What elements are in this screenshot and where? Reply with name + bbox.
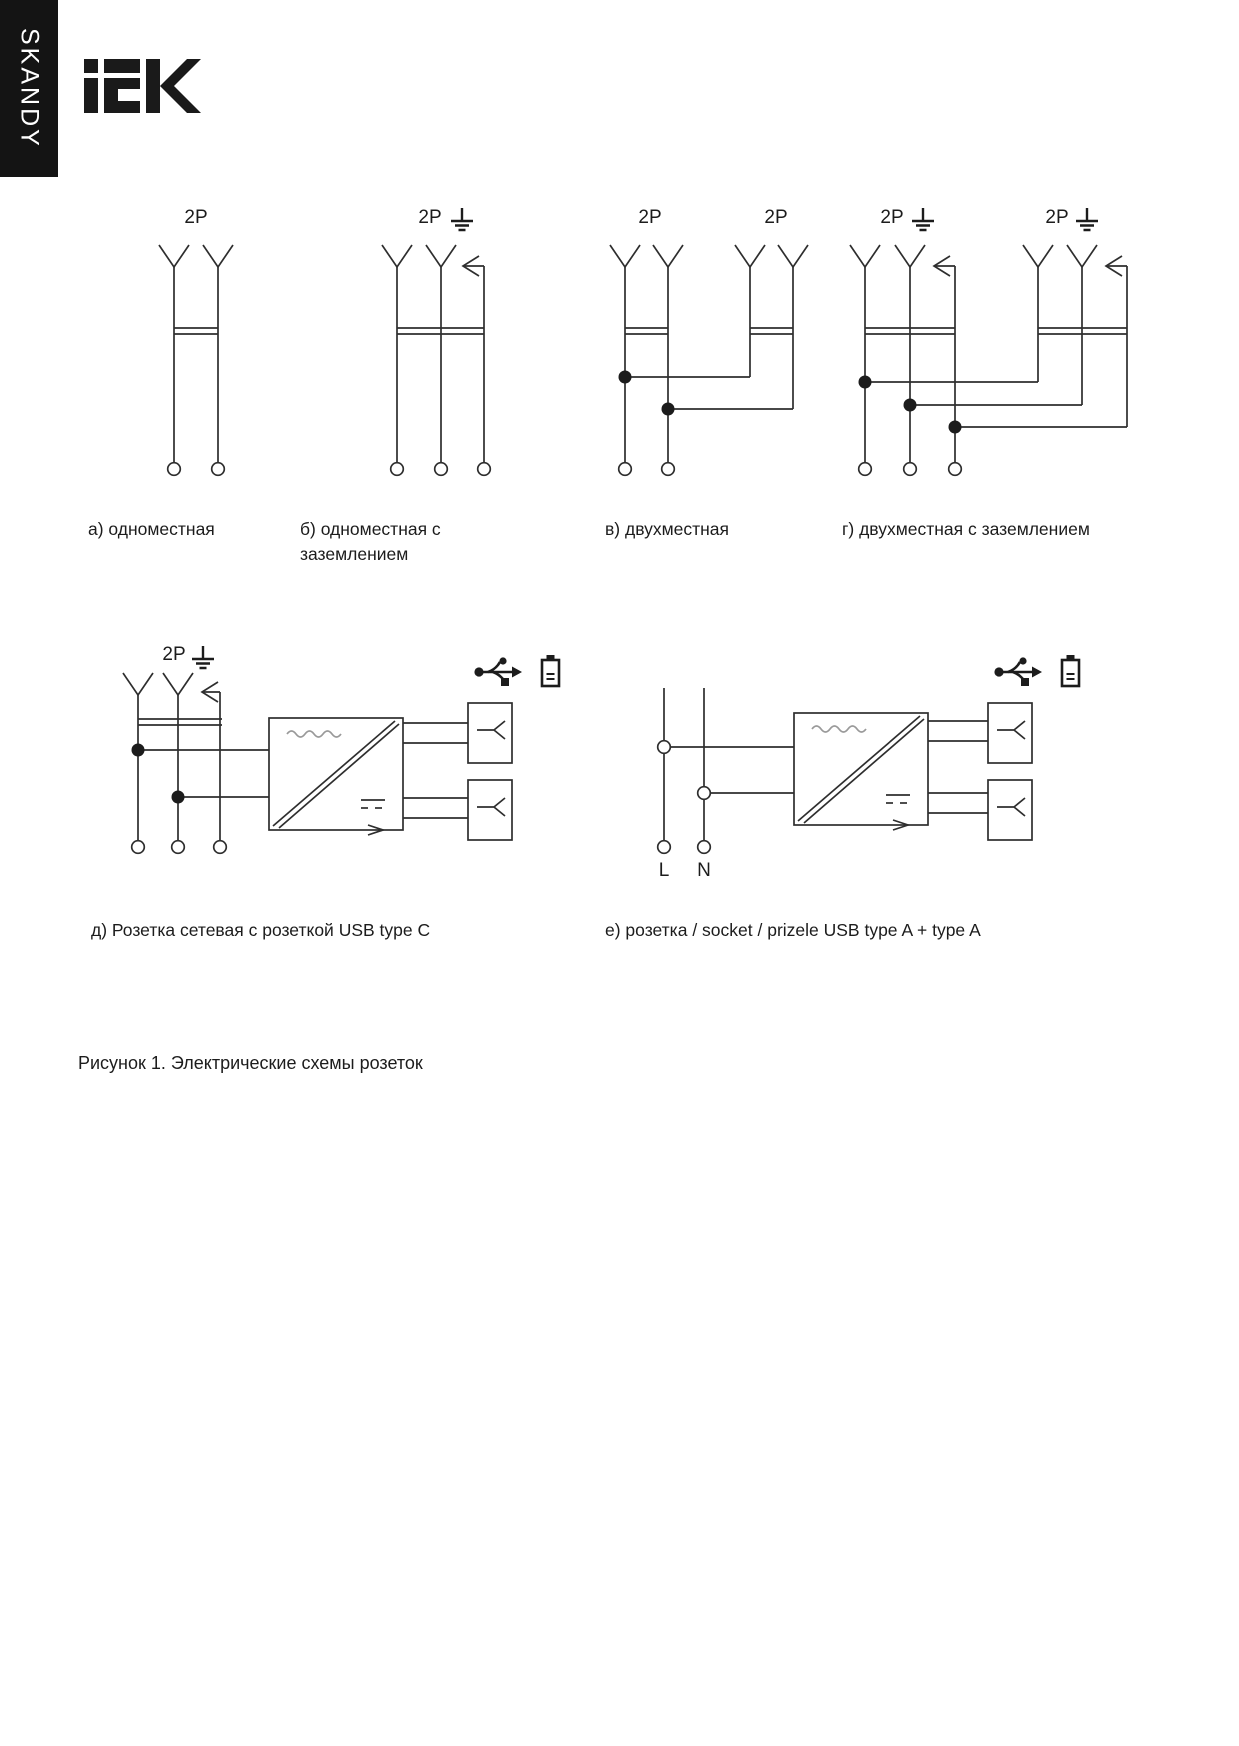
pole-count-label: 2P — [638, 207, 662, 228]
socket-contact-icon — [1023, 245, 1053, 267]
socket-contact-icon — [895, 245, 925, 267]
acdc-converter-icon — [794, 713, 928, 830]
socket-contact-icon — [163, 673, 193, 695]
pole-count-label: 2P — [764, 207, 788, 228]
socket-contact-icon — [123, 673, 153, 695]
ground-icons — [192, 208, 1098, 668]
junction-dot — [132, 744, 145, 757]
junction-dot — [662, 403, 675, 416]
socket-contact-icon — [426, 245, 456, 267]
terminal-circle — [662, 463, 675, 476]
junction-dot — [949, 421, 962, 434]
terminal-circle — [132, 841, 145, 854]
socket-contact-icon — [1067, 245, 1097, 267]
diagram-b-schematic — [382, 245, 490, 475]
socket-contact-icon — [997, 721, 1025, 739]
terminal-circle — [698, 841, 711, 854]
pole-count-label: 2P — [184, 207, 208, 228]
socket-contact-icon — [159, 245, 189, 267]
terminal-circle — [478, 463, 491, 476]
diagram-v-caption: в) двухместная — [605, 519, 730, 539]
line-terminal-label: L — [658, 860, 670, 881]
diagram-v-schematic — [610, 245, 808, 475]
terminal-circle — [658, 741, 671, 754]
socket-contact-icon — [477, 721, 505, 739]
battery-icon — [542, 655, 559, 686]
neutral-terminal-label: N — [697, 860, 711, 881]
usb-icon — [994, 657, 1042, 686]
acdc-converter-icon — [269, 718, 403, 835]
terminal-circle — [658, 841, 671, 854]
socket-contact-icon — [610, 245, 640, 267]
usb-port-box — [468, 780, 512, 840]
terminal-circle — [391, 463, 404, 476]
diagram-b-caption — [300, 517, 441, 567]
pole-count-label: 2P — [418, 207, 442, 228]
diagram-a-schematic — [159, 245, 233, 475]
terminal-circle — [698, 787, 711, 800]
diagram-d-caption: д) Розетка сетевая с розеткой USB type C — [91, 920, 431, 940]
socket-contact-icon — [735, 245, 765, 267]
socket-contact-icon — [382, 245, 412, 267]
terminal-circle — [435, 463, 448, 476]
junction-dot — [904, 399, 917, 412]
pole-count-label: 2P — [1045, 207, 1069, 228]
series-tab-label: SKANDY — [15, 28, 44, 149]
terminal-circle — [949, 463, 962, 476]
usb-port-box — [988, 780, 1032, 840]
socket-contact-icon — [997, 798, 1025, 816]
battery-icon — [1062, 655, 1079, 686]
diagram-g-caption: г) двухместная с заземлением — [842, 519, 1090, 539]
diagram-b-caption-line1: б) одноместная с — [300, 519, 441, 539]
usb-icon — [474, 657, 522, 686]
diagram-e-caption: е) розетка / socket / prizele USB type A + type A — [605, 920, 981, 940]
socket-contact-icon — [203, 245, 233, 267]
terminal-circle — [619, 463, 632, 476]
terminal-circle — [168, 463, 181, 476]
socket-contact-icon — [850, 245, 880, 267]
usb-port-box — [988, 703, 1032, 763]
diagram-d-schematic — [123, 655, 559, 853]
diagram-g-schematic — [850, 245, 1127, 475]
terminal-circle — [859, 463, 872, 476]
diagram-e-schematic — [658, 655, 1079, 853]
socket-contact-icon — [778, 245, 808, 267]
socket-contact-icon — [653, 245, 683, 267]
socket-contact-icon — [477, 798, 505, 816]
diagram-b-caption-line2: заземлением — [300, 544, 409, 564]
terminal-circle — [904, 463, 917, 476]
figure-caption: Рисунок 1. Электрические схемы розеток — [78, 1053, 423, 1073]
pole-count-label: 2P — [880, 207, 904, 228]
junction-dot — [859, 376, 872, 389]
usb-port-box — [468, 703, 512, 763]
diagram-a-caption: а) одноместная — [88, 519, 215, 539]
terminal-circle — [214, 841, 227, 854]
junction-dot — [619, 371, 632, 384]
junction-dot — [172, 791, 185, 804]
terminal-circle — [172, 841, 185, 854]
pole-count-label: 2P — [162, 644, 186, 665]
terminal-circle — [212, 463, 225, 476]
